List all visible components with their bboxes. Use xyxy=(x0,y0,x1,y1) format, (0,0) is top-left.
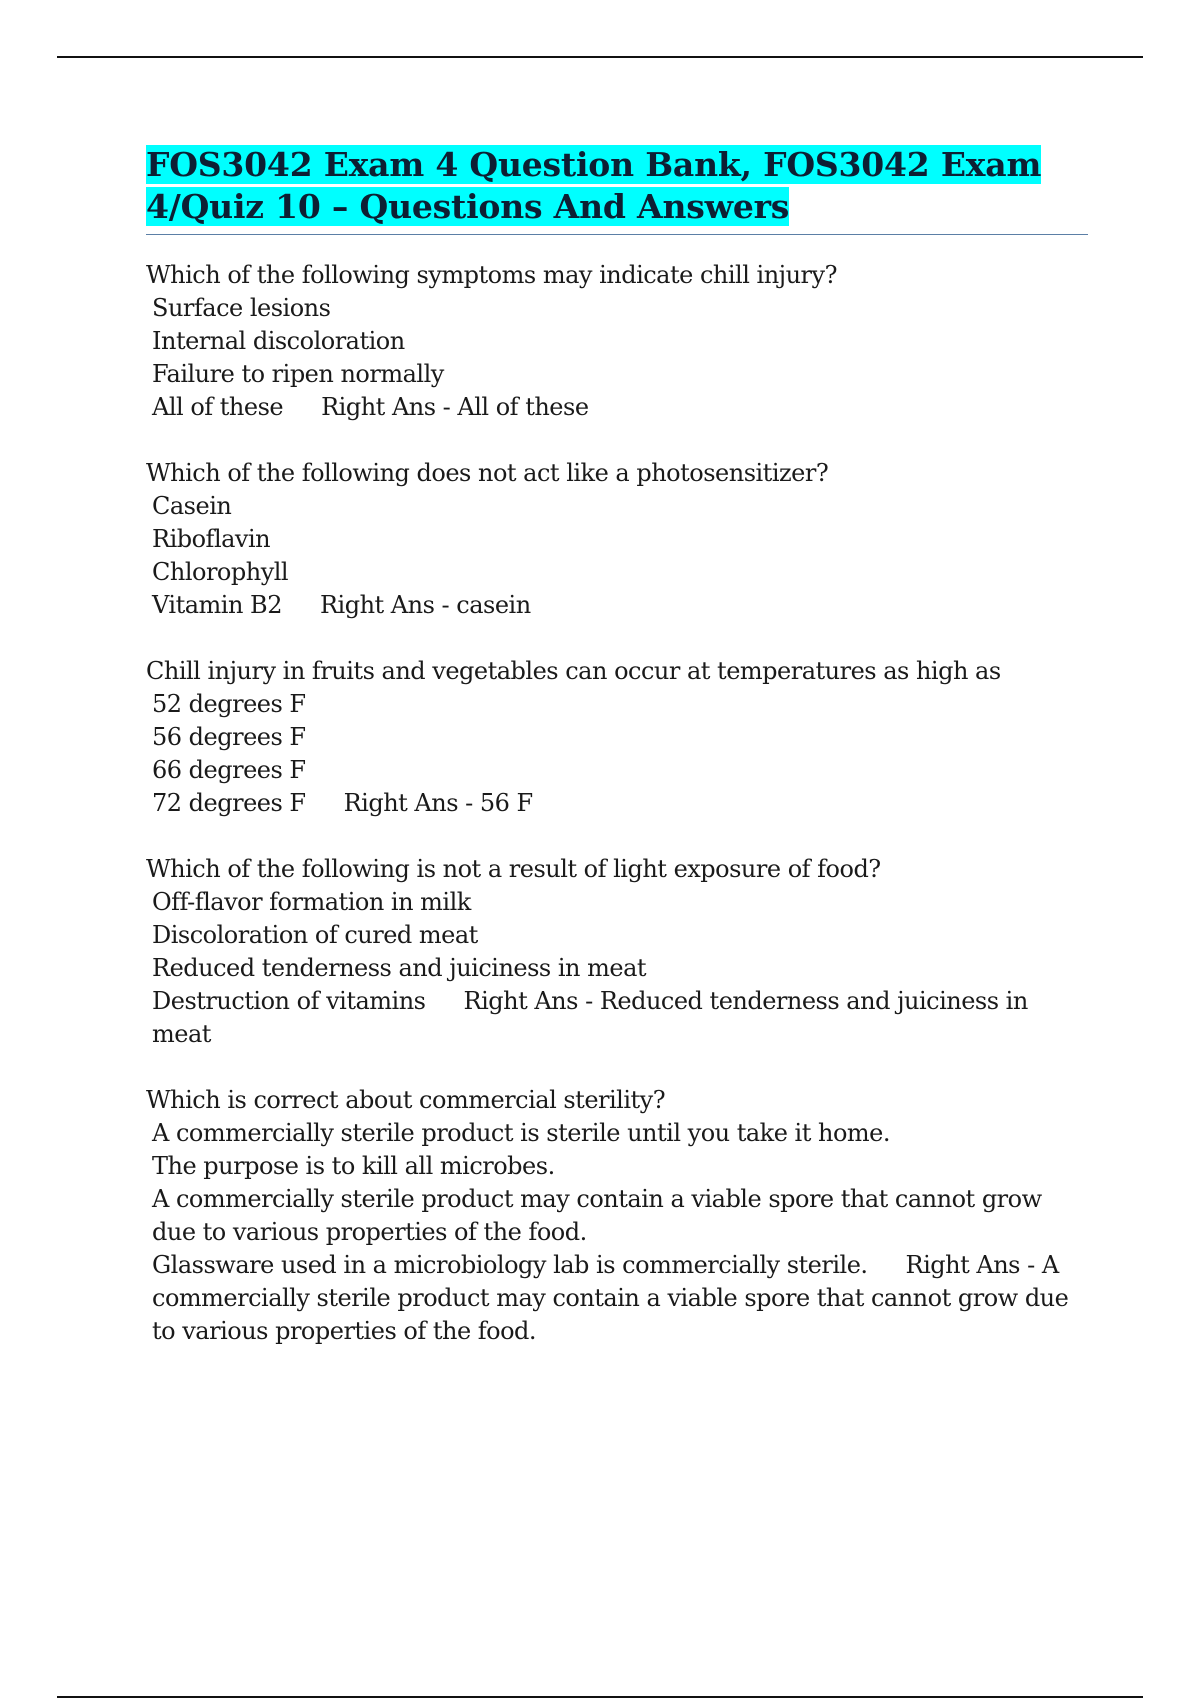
last-option-with-answer xyxy=(146,985,1088,1051)
option: Internal discoloration xyxy=(152,327,405,355)
document-title xyxy=(146,144,1088,228)
option: 56 degrees F xyxy=(152,723,306,751)
option: Surface lesions xyxy=(152,294,331,322)
question-4 xyxy=(146,853,1088,1051)
last-option-with-answer xyxy=(146,787,1088,820)
question-text: Which of the following symptoms may indicate chill injury? xyxy=(146,261,837,289)
option: The purpose is to kill all microbes. xyxy=(152,1152,555,1180)
option: A commercially sterile product may contain a viable spore that cannot grow due to various properties of the food. xyxy=(152,1185,1042,1246)
last-option-with-answer xyxy=(146,589,1088,622)
option: Failure to ripen normally xyxy=(152,360,444,388)
option: 52 degrees F xyxy=(152,690,306,718)
option: Discoloration of cured meat xyxy=(152,921,478,949)
option: 72 degrees F xyxy=(152,789,306,817)
page-top-rule xyxy=(57,56,1143,58)
option: Off-flavor formation in milk xyxy=(152,888,471,916)
title-block xyxy=(146,144,1088,235)
option: Destruction of vitamins xyxy=(152,987,426,1015)
question-text: Which of the following is not a result of light exposure of food? xyxy=(146,855,881,883)
option: Riboflavin xyxy=(152,525,271,553)
right-answer: casein xyxy=(456,591,531,619)
option: Casein xyxy=(152,492,232,520)
right-answer: All of these xyxy=(457,393,589,421)
right-answer: 56 F xyxy=(479,789,533,817)
question-2 xyxy=(146,457,1088,622)
option: 66 degrees F xyxy=(152,756,306,784)
answer-prefix: Right Ans - xyxy=(463,987,600,1015)
last-option-with-answer xyxy=(146,1249,1088,1348)
option: All of these xyxy=(152,393,284,421)
option: A commercially sterile product is sterile until you take it home. xyxy=(152,1119,890,1147)
option: Chlorophyll xyxy=(152,558,289,586)
last-option-with-answer xyxy=(146,391,1088,424)
document-title-text: FOS3042 Exam 4 Question Bank, FOS3042 Exam 4/Quiz 10 – Questions And Answers xyxy=(146,145,1042,226)
answer-prefix: Right Ans - xyxy=(321,393,458,421)
answer-prefix: Right Ans - xyxy=(343,789,480,817)
right-answer: A commercially sterile product may contain a viable spore that cannot grow due to various properties of the food. xyxy=(152,1251,1069,1345)
page-bottom-rule xyxy=(57,1696,1143,1698)
answer-prefix: Right Ans - xyxy=(319,591,457,619)
question-text: Chill injury in fruits and vegetables can occur at temperatures as high as xyxy=(146,657,1001,685)
document-body xyxy=(146,144,1088,1381)
question-1 xyxy=(146,259,1088,424)
answer-prefix: Right Ans - xyxy=(905,1251,1042,1279)
question-text: Which of the following does not act like a photosensitizer? xyxy=(146,459,829,487)
option: Reduced tenderness and juiciness in meat xyxy=(152,954,647,982)
right-answer: Reduced tenderness and juiciness in meat xyxy=(152,987,1028,1048)
option: Glassware used in a microbiology lab is commercially sterile. xyxy=(152,1251,868,1279)
question-3 xyxy=(146,655,1088,820)
question-5 xyxy=(146,1084,1088,1348)
question-text: Which is correct about commercial sterility? xyxy=(146,1086,666,1114)
option: Vitamin B2 xyxy=(152,591,282,619)
